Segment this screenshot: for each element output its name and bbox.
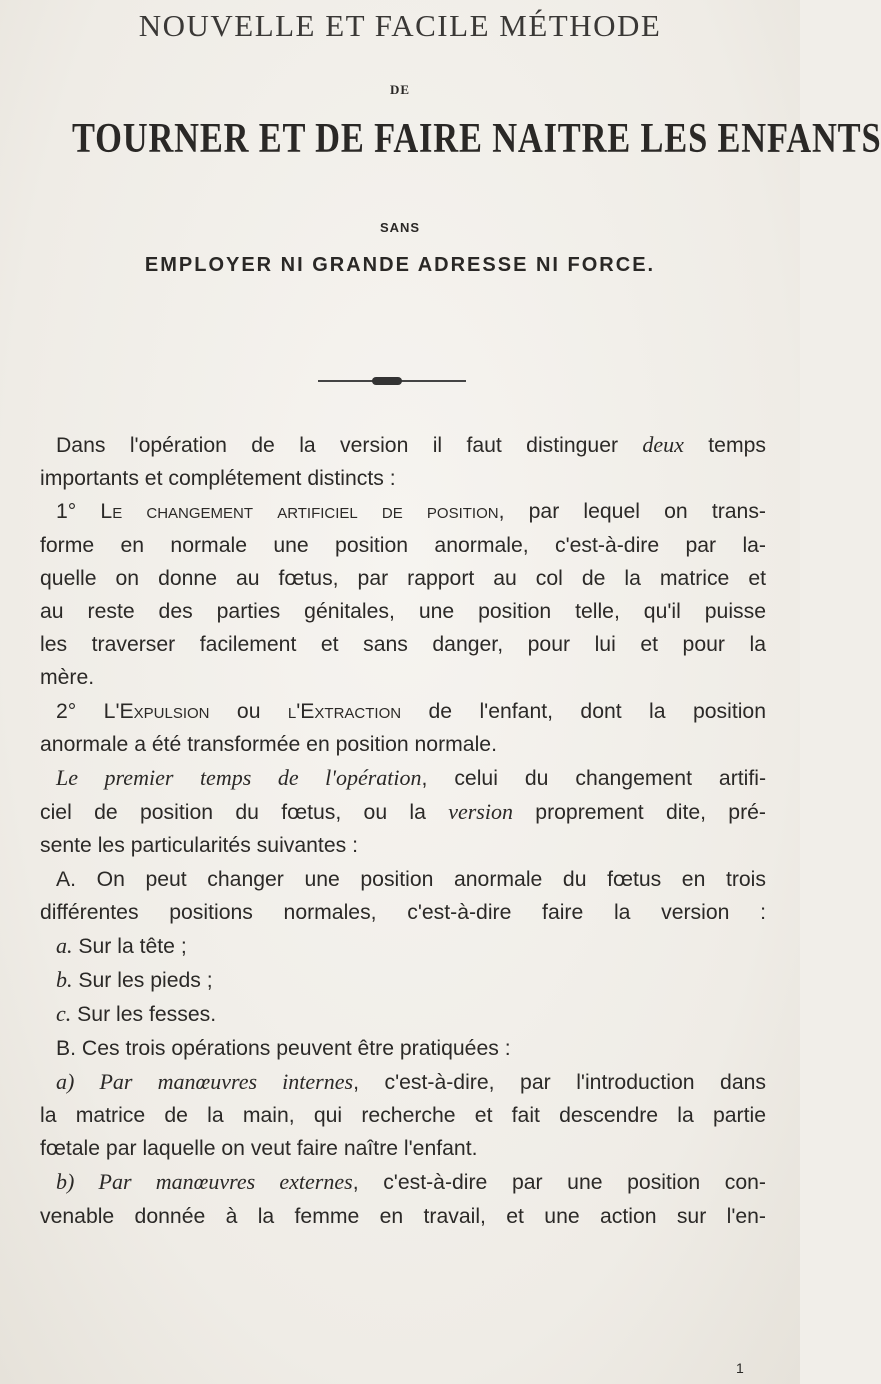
- text-segment-italic: c.: [56, 1001, 72, 1027]
- text-line: différentes positions normales, c'est-à-dire faire la version :: [40, 900, 766, 924]
- body-text: [40, 428, 766, 1233]
- text-line: forme en normale une position anormale, c'est-à-dire par la-: [40, 533, 766, 557]
- text-segment: Dans l'opération de la version il faut distinguer: [56, 434, 643, 457]
- text-line: [40, 997, 766, 1031]
- title-line-2: DE: [389, 82, 411, 97]
- text-line: au reste des parties génitales, une position telle, qu'il puisse: [40, 600, 766, 624]
- text-segment-italic: b.: [56, 967, 73, 993]
- text-segment: Sur les pieds ;: [72, 969, 213, 993]
- text-segment: par lequel on trans-: [504, 500, 766, 524]
- title-line-5: EMPLOYER NI GRANDE ADRESSE NI FORCE.: [144, 254, 656, 276]
- text-line: [40, 1165, 766, 1199]
- text-segment: temps: [683, 434, 766, 457]
- text-line: venable donnée à la femme en travail, et une action sur l'en-: [40, 1204, 766, 1228]
- title-line-1: NOUVELLE ET FACILE MÉTHODE: [138, 8, 662, 43]
- text-line: [40, 695, 766, 728]
- text-segment-smallcaps: l'Extraction: [287, 699, 402, 723]
- text-segment: 1°: [56, 500, 101, 524]
- text-segment-smallcaps: L'Expulsion: [103, 699, 210, 723]
- text-line: les traverser facilement et sans danger, pour lui et pour la: [40, 633, 766, 657]
- text-segment: , c'est-à-dire par une position con-: [352, 1171, 766, 1195]
- text-line: importants et complétement distincts :: [40, 467, 396, 491]
- text-line: [40, 761, 766, 795]
- text-segment-italic: deux: [642, 432, 684, 457]
- text-segment: ciel de position du fœtus, ou la: [40, 801, 449, 825]
- text-segment: proprement dite, pré-: [512, 801, 766, 825]
- text-line: [40, 495, 766, 528]
- text-segment: 2°: [56, 699, 104, 723]
- page-number: 1: [736, 1360, 744, 1376]
- text-segment: Sur la tête ;: [72, 935, 187, 959]
- text-line: [40, 963, 766, 997]
- text-segment: de l'enfant, dont la position: [401, 699, 766, 723]
- text-line: [40, 1065, 766, 1099]
- text-segment-smallcaps: Le changement artificiel de position,: [100, 500, 505, 524]
- text-line: quelle on donne au fœtus, par rapport au col de la matrice et: [40, 566, 766, 590]
- title-line-3: TOURNER ET DE FAIRE NAITRE LES ENFANTS: [72, 116, 881, 162]
- text-line: [40, 795, 766, 829]
- text-segment-italic: b) Par manœuvres externes: [56, 1169, 353, 1195]
- text-segment-italic: a.: [56, 933, 73, 959]
- text-line: [40, 929, 766, 963]
- text-line: sente les particularités suivantes :: [40, 834, 358, 858]
- title-line-4: SANS: [379, 220, 421, 235]
- text-line: fœtale par laquelle on veut faire naître l'enfant.: [40, 1137, 478, 1161]
- text-line: B. Ces trois opérations peuvent être pratiquées :: [56, 1036, 511, 1060]
- text-line: [40, 428, 766, 462]
- text-segment: , celui du changement artifi-: [421, 767, 766, 791]
- text-segment: ou: [209, 699, 288, 723]
- text-segment: Sur les fesses.: [71, 1003, 217, 1027]
- text-line: A. On peut changer une position anormale du fœtus en trois: [56, 867, 766, 891]
- text-line: mère.: [40, 666, 95, 690]
- text-segment-italic: a) Par manœuvres internes: [56, 1068, 354, 1094]
- rule-ornament: [372, 377, 402, 385]
- text-segment-italic: version: [448, 799, 513, 825]
- text-line: anormale a été transformée en position normale.: [40, 732, 497, 756]
- text-segment: , c'est-à-dire, par l'introduction dans: [353, 1070, 766, 1094]
- text-line: la matrice de la main, qui recherche et fait descendre la partie: [40, 1104, 766, 1128]
- text-segment-italic: Le premier temps de l'opération: [56, 765, 422, 791]
